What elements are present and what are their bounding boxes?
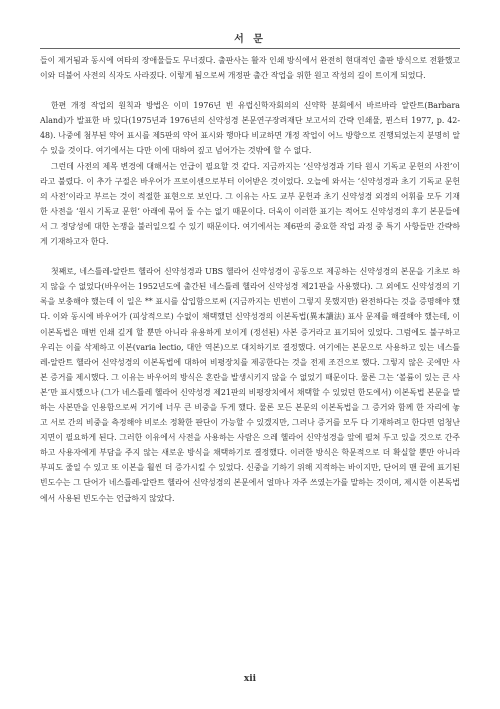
paragraph-3: 그런데 사전의 제목 변경에 대해서는 언급이 필요할 것 같다. 지금까지는 ‘신약성경과 기타 원시 기독교 문헌의 사전’이라고 불렸다. 이 추가 구절은 바우어가 프로이센으로부터 이어받은 것이었다. 오늘에 와서는 ‘신약성경과 초기 기독교 문헌의 사전’이라고 부르는 것이 적절한 표현으로 보인다. 그 이유는 사도 교부 문헌과 초기 신약성경 외경의 어휘를 모두 기재한 사전을 ‘원시 기독교 문헌’ 아래에 묶어 둘 수는 없기 때문이다. 더욱이 이러한 표기는 적어도 신약성경의 후기 본문들에서 그 정당성에 대한 논쟁을 불러일으킬 수 있기 때문이다. 여기에서는 제6판의 중요한 작업 과정 중 특기 사항들만 간략하게 기재하고자 한다. xyxy=(40,161,460,247)
paragraph-gap xyxy=(40,249,460,264)
paragraph-2: 한편 개정 작업의 원칙과 방법은 이미 1976년 빈 유럽신학자회의의 신약학 분회에서 바르바라 알란트(Barbara Aland)가 발표한 바 있다(1975년과 1976년의 신약성경 본문연구장려재단 보고서의 간략 인쇄물, 뮌스터 1977, p. 42-48). 나중에 첨부된 약어 표시를 제5판의 약어 표시와 행마다 비교하면 개정 작업이 어느 방향으로 진행되었는지 분명히 알 수 있을 것이다. 여기에서는 다만 이에 대하여 짚고 넘어가는 것밖에 할 수 없다. xyxy=(40,101,460,156)
paragraph-1: 들이 제거됨과 동시에 여타의 장애물들도 무너졌다. 출판사는 활자 인쇄 방식에서 완전히 현대적인 출판 방식으로 전환했고 이와 더불어 사전의 식자도 사라졌다. 이렇게 됨으로써 개정판 출간 작업을 위한 원고 작성의 길이 트이게 되었다. xyxy=(40,56,460,81)
body-text xyxy=(40,53,460,506)
paragraph-4: 첫째로, 네스틀레-알란트 헬라어 신약성경과 UBS 헬라어 신약성경이 공동으로 제공하는 신약성경의 본문을 기초로 하지 않을 수 없었다(바우어는 1952년도에 출간된 네스틀레 헬라어 신약성경 제21판을 사용했다). 그 외에도 신약성경의 기록을 보충해야 했는데 이 일은 ** 표시를 삽입함으로써 (지금까지는 빈번이 그렇지 못했지만) 완전하다는 것을 증명해야 했다. 이와 동시에 바우어가 (피상적으로) 수없이 채택했던 신약성경의 이본독법(異本讀法) 표사 문제를 해결해야 했는데, 이 이본독법은 매번 인쇄 깊게 할 뿐만 아니라 유용하게 보이게 (정선된) 사본 증거라고 표기되어 있었다. 그럼에도 불구하고 우리는 이를 삭제하고 이본(varia lectio, 대안 역본)으로 대치하기로 결정했다. 여기에는 본문으로 사용하고 있는 네스틀레-알란트 헬라어 신약성경의 이본독법에 대하여 비평장치를 제공한다는 것을 전제 조건으로 했다. 그렇지 않은 곳에만 사본 증거를 제시했다. 그 이유는 바우어의 방식은 혼란을 발생시키지 않을 수 없었기 때문이다. 물론 그는 ‘볼륨이 있는 큰 사본’만 표시했으나 (그가 네스틀레 헬라어 신약성경 제21판의 비평장치에서 채택할 수 있었던 한도에서) 이본독법 본문을 말하는 사본만을 인용함으로써 거기에 너무 큰 비중을 두게 했다. 물론 모든 본문의 이본독법을 그 증거와 함께 한 자리에 놓고 서로 간의 비중을 측정해야 비로소 정확한 판단이 가능할 수 있겠지만, 그러나 증거를 모두 다 기재하려고 한다면 엄청난 지면이 필요하게 된다. 그러한 이유에서 사전을 사용하는 사람은 으레 헬라어 신약성경을 앞에 펼쳐 두고 있을 것으로 간주하고 사용자에게 부담을 주지 않는 새로운 방식을 채택하기로 결정했다. 이러한 방식은 학문적으로 더 확실할 뿐만 아니라 부피도 줄일 수 있고 또 이본을 훨씬 더 증가시킬 수 있었다. 신중을 기하기 위해 지적하는 바이지만, 단어의 맨 끝에 표기된 빈도수는 그 단어가 네스틀레-알란트 헬라어 신약성경의 본문에서 얼마나 자주 쓰였는가를 말하는 것이며, 제시한 이본독법에서 사용된 빈도수는 언급하지 않았다. xyxy=(40,267,460,503)
paragraph-gap xyxy=(40,83,460,98)
running-header: 서 문 xyxy=(234,34,266,45)
header-rule xyxy=(40,48,460,49)
page-number: xii xyxy=(243,674,257,684)
